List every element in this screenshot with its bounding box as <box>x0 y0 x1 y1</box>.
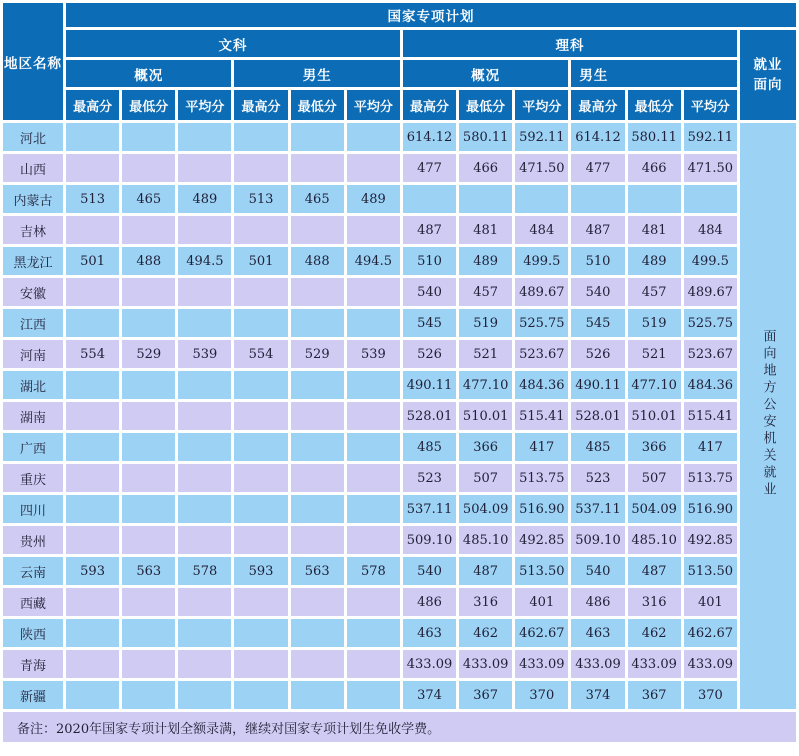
score-cell: 484.36 <box>684 371 737 399</box>
score-cell <box>291 681 344 709</box>
score-cell: 477 <box>403 154 456 182</box>
score-cell <box>291 371 344 399</box>
score-cell: 519 <box>459 309 512 337</box>
score-cell: 401 <box>684 588 737 616</box>
subject-group-science: 理科 <box>403 30 737 57</box>
metric-header-max: 最高分 <box>234 90 287 120</box>
score-cell <box>178 495 231 523</box>
cohort-male-science: 男生 <box>571 60 737 87</box>
score-cell <box>234 526 287 554</box>
employment-direction-cell <box>740 123 796 709</box>
region-cell: 黑龙江 <box>3 247 63 275</box>
score-cell: 504.09 <box>459 495 512 523</box>
score-cell <box>66 278 119 306</box>
score-cell: 484.36 <box>515 371 568 399</box>
score-cell: 580.11 <box>459 123 512 151</box>
score-cell <box>178 619 231 647</box>
table-row <box>3 681 796 709</box>
score-cell: 433.09 <box>403 650 456 678</box>
score-cell: 471.50 <box>684 154 737 182</box>
score-cell: 366 <box>459 433 512 461</box>
score-cell <box>66 123 119 151</box>
score-cell: 465 <box>291 185 344 213</box>
score-cell: 486 <box>403 588 456 616</box>
score-cell: 540 <box>403 278 456 306</box>
score-cell <box>66 154 119 182</box>
score-cell: 539 <box>347 340 400 368</box>
score-cell: 614.12 <box>571 123 624 151</box>
table-row <box>3 557 796 585</box>
score-cell: 513 <box>234 185 287 213</box>
score-cell: 499.5 <box>515 247 568 275</box>
metric-header-min: 最低分 <box>628 90 681 120</box>
score-cell <box>347 619 400 647</box>
score-cell: 490.11 <box>403 371 456 399</box>
region-cell: 贵州 <box>3 526 63 554</box>
score-cell: 417 <box>515 433 568 461</box>
score-cell: 471.50 <box>515 154 568 182</box>
table-row <box>3 309 796 337</box>
score-cell: 370 <box>515 681 568 709</box>
score-cell <box>66 464 119 492</box>
score-cell: 592.11 <box>684 123 737 151</box>
score-cell: 489 <box>347 185 400 213</box>
metric-header-max: 最高分 <box>66 90 119 120</box>
score-cell <box>347 681 400 709</box>
metric-header-avg: 平均分 <box>178 90 231 120</box>
score-cell: 525.75 <box>684 309 737 337</box>
region-cell: 安徽 <box>3 278 63 306</box>
score-cell <box>234 588 287 616</box>
score-cell: 463 <box>571 619 624 647</box>
score-cell <box>122 371 175 399</box>
score-cell <box>122 650 175 678</box>
score-cell: 507 <box>459 464 512 492</box>
table-row <box>3 526 796 554</box>
region-cell: 内蒙古 <box>3 185 63 213</box>
score-cell <box>122 681 175 709</box>
region-cell: 陕西 <box>3 619 63 647</box>
score-cell: 489 <box>459 247 512 275</box>
table-row <box>3 433 796 461</box>
score-cell: 485.10 <box>628 526 681 554</box>
score-cell <box>122 619 175 647</box>
score-cell: 510 <box>571 247 624 275</box>
score-cell: 501 <box>234 247 287 275</box>
score-cell <box>122 433 175 461</box>
score-cell <box>347 588 400 616</box>
region-cell: 广西 <box>3 433 63 461</box>
region-cell: 河南 <box>3 340 63 368</box>
score-cell: 578 <box>347 557 400 585</box>
score-cell <box>291 154 344 182</box>
score-cell <box>234 278 287 306</box>
score-cell <box>291 402 344 430</box>
score-cell <box>66 309 119 337</box>
score-cell <box>178 309 231 337</box>
score-cell <box>234 650 287 678</box>
score-cell: 563 <box>122 557 175 585</box>
score-cell <box>347 650 400 678</box>
score-cell: 545 <box>571 309 624 337</box>
score-cell: 515.41 <box>515 402 568 430</box>
score-cell: 492.85 <box>515 526 568 554</box>
table-row <box>3 495 796 523</box>
score-cell <box>347 371 400 399</box>
score-cell: 489 <box>628 247 681 275</box>
score-cell <box>234 371 287 399</box>
score-cell <box>66 681 119 709</box>
score-cell: 537.11 <box>571 495 624 523</box>
score-cell <box>234 154 287 182</box>
employment-direction-vertical-text: 面向地方公安机关就业 <box>760 329 776 499</box>
score-cell: 485.10 <box>459 526 512 554</box>
score-cell: 510.01 <box>628 402 681 430</box>
score-cell <box>66 619 119 647</box>
score-cell: 516.90 <box>684 495 737 523</box>
region-cell: 西藏 <box>3 588 63 616</box>
score-cell: 554 <box>66 340 119 368</box>
score-cell: 433.09 <box>515 650 568 678</box>
score-cell <box>178 526 231 554</box>
region-cell: 青海 <box>3 650 63 678</box>
score-cell <box>122 154 175 182</box>
table-row <box>3 650 796 678</box>
score-cell: 593 <box>234 557 287 585</box>
score-cell: 580.11 <box>628 123 681 151</box>
table-row <box>3 402 796 430</box>
metric-header-min: 最低分 <box>459 90 512 120</box>
score-cell <box>291 495 344 523</box>
score-cell <box>291 433 344 461</box>
score-cell: 316 <box>628 588 681 616</box>
score-cell: 462 <box>459 619 512 647</box>
score-cell <box>178 588 231 616</box>
score-cell <box>66 216 119 244</box>
score-cell: 614.12 <box>403 123 456 151</box>
score-cell <box>291 123 344 151</box>
score-cell: 465 <box>122 185 175 213</box>
score-cell: 523 <box>571 464 624 492</box>
region-column-header: 地区名称 <box>3 3 63 120</box>
metric-header-max: 最高分 <box>403 90 456 120</box>
score-cell: 540 <box>571 278 624 306</box>
score-cell: 513.75 <box>684 464 737 492</box>
cohort-male-liberal-arts: 男生 <box>234 60 399 87</box>
score-cell <box>347 154 400 182</box>
score-cell: 462.67 <box>684 619 737 647</box>
region-cell: 四川 <box>3 495 63 523</box>
score-cell: 463 <box>403 619 456 647</box>
score-cell: 501 <box>66 247 119 275</box>
employment-column-header <box>740 30 796 120</box>
score-cell <box>234 495 287 523</box>
score-cell: 374 <box>571 681 624 709</box>
score-cell: 526 <box>571 340 624 368</box>
score-cell: 492.85 <box>684 526 737 554</box>
metric-header-avg: 平均分 <box>347 90 400 120</box>
score-cell <box>684 185 737 213</box>
score-cell <box>347 278 400 306</box>
score-cell: 540 <box>571 557 624 585</box>
table-row <box>3 619 796 647</box>
score-cell: 509.10 <box>571 526 624 554</box>
score-cell <box>234 309 287 337</box>
region-cell: 湖南 <box>3 402 63 430</box>
score-cell <box>178 371 231 399</box>
region-cell: 山西 <box>3 154 63 182</box>
region-cell: 河北 <box>3 123 63 151</box>
score-cell: 515.41 <box>684 402 737 430</box>
table-footer <box>3 712 796 742</box>
score-cell <box>347 309 400 337</box>
score-cell <box>178 402 231 430</box>
score-cell: 374 <box>403 681 456 709</box>
table-row <box>3 588 796 616</box>
score-cell <box>347 526 400 554</box>
score-cell <box>459 185 512 213</box>
score-cell <box>178 216 231 244</box>
score-cell: 417 <box>684 433 737 461</box>
score-cell <box>291 278 344 306</box>
region-cell: 重庆 <box>3 464 63 492</box>
score-cell: 487 <box>459 557 512 585</box>
score-cell: 433.09 <box>628 650 681 678</box>
score-cell <box>178 650 231 678</box>
score-cell <box>178 154 231 182</box>
score-cell: 528.01 <box>571 402 624 430</box>
score-cell: 490.11 <box>571 371 624 399</box>
score-cell: 593 <box>66 557 119 585</box>
region-cell: 湖北 <box>3 371 63 399</box>
score-cell <box>122 309 175 337</box>
score-cell: 592.11 <box>515 123 568 151</box>
score-cell <box>347 402 400 430</box>
score-cell: 488 <box>291 247 344 275</box>
score-cell <box>66 495 119 523</box>
metric-header-min: 最低分 <box>291 90 344 120</box>
score-cell: 488 <box>122 247 175 275</box>
score-cell: 367 <box>628 681 681 709</box>
table-row <box>3 123 796 151</box>
score-cell: 487 <box>403 216 456 244</box>
score-cell: 494.5 <box>178 247 231 275</box>
score-cell: 529 <box>122 340 175 368</box>
score-cell: 487 <box>571 216 624 244</box>
score-cell: 525.75 <box>515 309 568 337</box>
metric-header-avg: 平均分 <box>684 90 737 120</box>
score-cell <box>234 123 287 151</box>
score-cell <box>291 464 344 492</box>
score-cell: 370 <box>684 681 737 709</box>
table-row <box>3 278 796 306</box>
score-cell: 477.10 <box>628 371 681 399</box>
score-cell: 481 <box>459 216 512 244</box>
table-body <box>3 123 796 709</box>
score-cell: 433.09 <box>571 650 624 678</box>
score-cell <box>66 588 119 616</box>
score-cell: 539 <box>178 340 231 368</box>
table-header <box>3 3 796 120</box>
score-cell: 462 <box>628 619 681 647</box>
score-cell <box>291 588 344 616</box>
score-cell <box>347 123 400 151</box>
score-cell <box>234 433 287 461</box>
score-cell: 485 <box>403 433 456 461</box>
score-cell <box>122 464 175 492</box>
score-cell: 494.5 <box>347 247 400 275</box>
region-cell: 新疆 <box>3 681 63 709</box>
score-cell: 484 <box>515 216 568 244</box>
score-cell: 457 <box>459 278 512 306</box>
score-cell <box>347 433 400 461</box>
score-cell: 366 <box>628 433 681 461</box>
score-cell <box>66 433 119 461</box>
score-cell <box>66 402 119 430</box>
score-cell <box>178 278 231 306</box>
footer-note: 备注：2020年国家专项计划全额录满，继续对国家专项计划生免收学费。 <box>3 712 796 742</box>
metric-header-min: 最低分 <box>122 90 175 120</box>
score-cell: 489.67 <box>515 278 568 306</box>
score-cell: 510 <box>403 247 456 275</box>
score-cell: 529 <box>291 340 344 368</box>
score-cell: 466 <box>459 154 512 182</box>
score-cell <box>291 619 344 647</box>
score-cell <box>122 278 175 306</box>
score-cell: 513.75 <box>515 464 568 492</box>
score-cell: 367 <box>459 681 512 709</box>
score-cell <box>66 650 119 678</box>
score-cell: 513.50 <box>515 557 568 585</box>
score-cell <box>122 216 175 244</box>
score-cell <box>122 402 175 430</box>
score-cell <box>178 681 231 709</box>
score-cell: 537.11 <box>403 495 456 523</box>
region-cell: 江西 <box>3 309 63 337</box>
employment-column-header-label: 就业面向 <box>753 56 783 92</box>
score-cell <box>403 185 456 213</box>
score-cell: 521 <box>459 340 512 368</box>
score-cell: 504.09 <box>628 495 681 523</box>
score-cell: 477 <box>571 154 624 182</box>
score-cell <box>571 185 624 213</box>
table-title: 国家专项计划 <box>66 3 796 27</box>
score-cell: 433.09 <box>459 650 512 678</box>
score-cell: 507 <box>628 464 681 492</box>
score-cell <box>122 123 175 151</box>
score-cell: 523.67 <box>684 340 737 368</box>
metric-header-max: 最高分 <box>571 90 624 120</box>
score-cell: 457 <box>628 278 681 306</box>
table-row <box>3 185 796 213</box>
score-cell: 489.67 <box>684 278 737 306</box>
score-cell: 578 <box>178 557 231 585</box>
score-cell: 540 <box>403 557 456 585</box>
table-row <box>3 371 796 399</box>
score-cell: 462.67 <box>515 619 568 647</box>
score-cell: 554 <box>234 340 287 368</box>
score-cell <box>66 526 119 554</box>
score-cell: 513.50 <box>684 557 737 585</box>
score-cell <box>234 681 287 709</box>
score-cell <box>66 371 119 399</box>
score-cell: 316 <box>459 588 512 616</box>
table-row <box>3 340 796 368</box>
score-cell <box>178 464 231 492</box>
score-cell <box>291 216 344 244</box>
cohort-overview-liberal-arts: 概况 <box>66 60 231 87</box>
score-cell: 519 <box>628 309 681 337</box>
score-cell: 528.01 <box>403 402 456 430</box>
score-cell: 487 <box>628 557 681 585</box>
score-cell <box>347 464 400 492</box>
table-row <box>3 247 796 275</box>
score-cell <box>291 309 344 337</box>
score-cell: 466 <box>628 154 681 182</box>
score-cell: 521 <box>628 340 681 368</box>
score-cell <box>515 185 568 213</box>
score-cell: 523 <box>403 464 456 492</box>
score-cell: 401 <box>515 588 568 616</box>
score-cell: 484 <box>684 216 737 244</box>
score-cell: 433.09 <box>684 650 737 678</box>
score-cell <box>234 619 287 647</box>
score-cell: 486 <box>571 588 624 616</box>
score-cell <box>628 185 681 213</box>
score-cell: 477.10 <box>459 371 512 399</box>
score-cell: 563 <box>291 557 344 585</box>
score-cell <box>347 216 400 244</box>
cohort-overview-science: 概况 <box>403 60 568 87</box>
score-cell: 481 <box>628 216 681 244</box>
score-cell: 526 <box>403 340 456 368</box>
score-cell <box>122 495 175 523</box>
region-cell: 吉林 <box>3 216 63 244</box>
score-cell <box>291 526 344 554</box>
table-row <box>3 154 796 182</box>
score-cell <box>291 650 344 678</box>
score-cell: 513 <box>66 185 119 213</box>
score-cell <box>122 526 175 554</box>
score-cell: 510.01 <box>459 402 512 430</box>
score-cell <box>178 123 231 151</box>
score-cell <box>178 433 231 461</box>
score-cell: 499.5 <box>684 247 737 275</box>
table-row <box>3 464 796 492</box>
score-cell: 489 <box>178 185 231 213</box>
metric-header-avg: 平均分 <box>515 90 568 120</box>
score-cell <box>122 588 175 616</box>
score-cell <box>234 464 287 492</box>
score-cell: 516.90 <box>515 495 568 523</box>
table-row <box>3 216 796 244</box>
region-cell: 云南 <box>3 557 63 585</box>
score-cell: 509.10 <box>403 526 456 554</box>
score-cell: 523.67 <box>515 340 568 368</box>
subject-group-liberal-arts: 文科 <box>66 30 400 57</box>
score-cell: 485 <box>571 433 624 461</box>
score-cell <box>234 402 287 430</box>
score-cell: 545 <box>403 309 456 337</box>
score-cell <box>347 495 400 523</box>
score-cell <box>234 216 287 244</box>
